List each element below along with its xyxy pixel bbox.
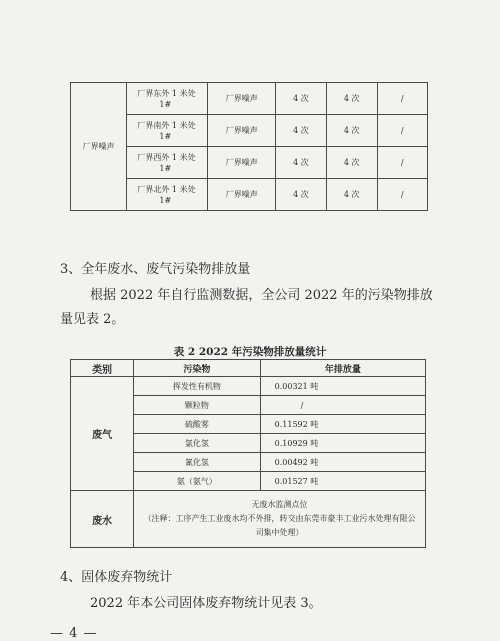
pollutant-emission-table [70,359,426,548]
section3-paragraph: 根据 2022 年自行监测数据，全公司 2022 年的污染物排放量见表 2。 [60,288,433,327]
location-line2: 1# [159,163,172,173]
remark-cell: / [377,83,427,115]
location-line1: 厂界东外 1 米处 [137,88,196,98]
noise-category-cell: 厂界噪声 [71,83,127,211]
location-line1: 厂界北外 1 米处 [137,184,196,194]
section4-heading: 4、固体废弃物统计 [60,570,173,585]
type-cell: 厂界噪声 [208,147,276,179]
location-line2: 1# [159,99,172,109]
pollutant-cell: 硫酸雾 [134,415,261,434]
count2-cell: 4 次 [326,115,377,147]
count2-cell: 4 次 [326,179,377,211]
table-header-row [71,360,426,377]
count2-cell: 4 次 [326,147,377,179]
amount-cell: 0.11592 吨 [260,415,425,434]
amount-cell: 0.00492 吨 [260,453,425,472]
section4-paragraph: 2022 年本公司固体废弃物统计见表 3。 [90,596,322,611]
amount-cell: 0.01527 吨 [260,472,425,491]
location-cell [127,179,208,211]
pollutant-cell: 氯化氢 [134,434,261,453]
noise-monitoring-table [70,82,428,211]
count1-cell: 4 次 [276,83,327,115]
waste-water-note [134,491,426,548]
waste-gas-category: 废气 [71,377,134,491]
count1-cell: 4 次 [276,147,327,179]
location-line1: 厂界西外 1 米处 [137,152,196,162]
type-cell: 厂界噪声 [208,115,276,147]
table-row [71,83,428,115]
amount-cell: 0.00321 吨 [260,377,425,396]
table2-caption: 表 2 2022 年污染物排放量统计 [173,346,327,358]
header-pollutant: 污染物 [134,360,261,377]
amount-cell: 0.10929 吨 [260,434,425,453]
waste-water-category: 废水 [71,491,134,548]
header-category: 类别 [71,360,134,377]
remark-cell: / [377,179,427,211]
pollutant-cell: 氰化氢 [134,453,261,472]
waste-water-note-line1: 无废水监测点位 [251,500,308,509]
remark-cell: / [377,147,427,179]
type-cell: 厂界噪声 [208,179,276,211]
header-annual-amount: 年排放量 [260,360,425,377]
pollutant-cell: 挥发性有机物 [134,377,261,396]
count1-cell: 4 次 [276,179,327,211]
location-cell [127,83,208,115]
location-line1: 厂界南外 1 米处 [137,120,196,130]
type-cell: 厂界噪声 [208,83,276,115]
remark-cell: / [377,115,427,147]
section3-heading: 3、全年废水、废气污染物排放量 [60,262,251,277]
count1-cell: 4 次 [276,115,327,147]
waste-water-note-line2: （注释：工序产生工业废水均不外排，转交由东莞市豪丰工业污水处理有限公司集中处理） [143,514,416,537]
location-cell [127,115,208,147]
location-line2: 1# [159,195,172,205]
page-number: — 4 — [50,626,98,641]
amount-cell: / [260,396,425,415]
pollutant-cell: 颗粒物 [134,396,261,415]
count2-cell: 4 次 [326,83,377,115]
table-row [71,377,426,396]
table-row [71,491,426,548]
location-cell [127,147,208,179]
pollutant-cell: 氨（氨气） [134,472,261,491]
location-line2: 1# [159,131,172,141]
